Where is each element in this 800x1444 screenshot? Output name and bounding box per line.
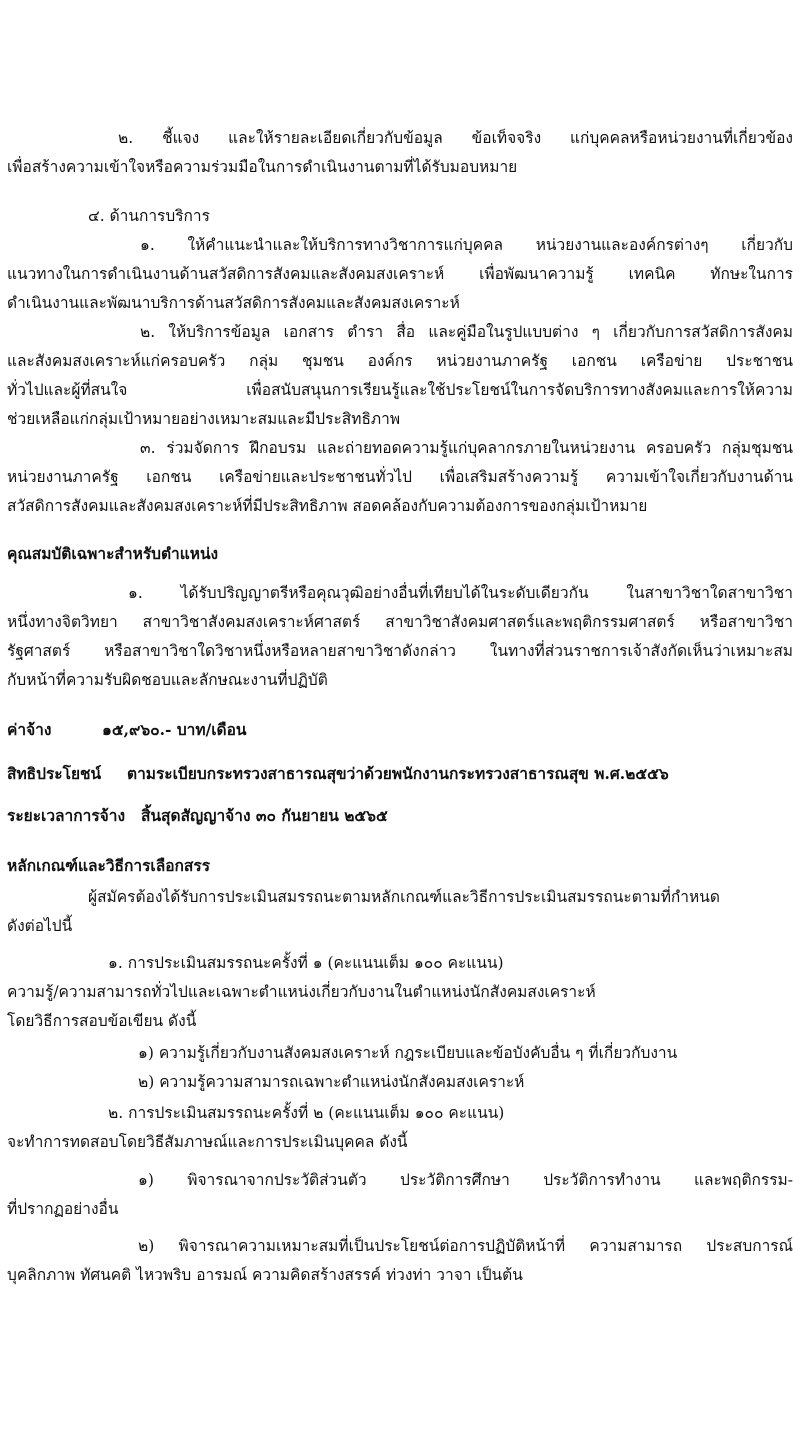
selection-intro-line-2: ดังต่อไปนี้	[7, 917, 73, 935]
term-label: ระยะเวลาการจ้าง	[7, 806, 126, 825]
assessment-2-item-1-line-1: ๑) พิจารณาจากประวัติส่วนตัว ประวัติการศึกษา ประวัติการทำงาน และพฤติกรรม-	[138, 1171, 793, 1189]
service-1-line-1: ๑. ให้คำแนะนำและให้บริการทางวิชาการแก่บุคคล หน่วยงานและองค์กรต่างๆ เกี่ยวกับ	[140, 236, 793, 254]
service-heading: ๔. ด้านการบริการ	[88, 207, 210, 225]
service-3-line-2: หน่วยงานภาครัฐ เอกชน เครือข่ายและประชาชนทั่วไป เพื่อเสริมสร้างความรู้ ความเข้าใจเกี่ยวกับงานด้าน	[7, 468, 793, 486]
qualification-line-4: กับหน้าที่ความรับผิดชอบและลักษณะงานที่ปฏิบัติ	[7, 671, 328, 689]
qualification-line-3: รัฐศาสตร์ หรือสาขาวิชาใดวิชาหนึ่งหรือหลายสาขาวิชาดังกล่าว ในทางที่ส่วนราชการเจ้าสังกัดเห็นว่าเหมาะสม	[7, 642, 793, 660]
qualification-line-2: หนึ่งทางจิตวิทยา สาขาวิชาสังคมสงเคราะห์ศาสตร์ สาขาวิชาสังคมศาสตร์และพฤติกรรมศาสตร์ หรือสาขาวิชา	[7, 613, 793, 631]
duty-2-line-1: ๒. ชี้แจง และให้รายละเอียดเกี่ยวกับข้อมูล ข้อเท็จจริง แก่บุคคลหรือหน่วยงานที่เกี่ยวข้อง	[118, 129, 793, 147]
benefit-label: สิทธิประโยชน์	[7, 764, 102, 783]
qualification-heading: คุณสมบัติเฉพาะสำหรับตำแหน่ง	[7, 544, 219, 563]
assessment-2-item-1-line-2: ที่ปรากฏอย่างอื่น	[7, 1200, 119, 1218]
service-2-line-1: ๒. ให้บริการข้อมูล เอกสาร ตำรา สื่อ และคู่มือในรูปแบบต่าง ๆ เกี่ยวกับการสวัสดิการสังคม	[140, 323, 793, 341]
assessment-2-item-2-line-2: บุคลิกภาพ ทัศนคติ ไหวพริบ อารมณ์ ความคิดสร้างสรรค์ ท่วงท่า วาจา เป็นต้น	[7, 1266, 523, 1284]
service-2-line-4: ช่วยเหลือแก่กลุ่มเป้าหมายอย่างเหมาะสมและมีประสิทธิภาพ	[7, 410, 401, 428]
benefit-value: ตามระเบียบกระทรวงสาธารณสุขว่าด้วยพนักงานกระทรวงสาธารณสุข พ.ศ.๒๕๕๖	[127, 764, 669, 783]
assessment-1-item-1: ๑) ความรู้เกี่ยวกับงานสังคมสงเคราะห์ กฎระเบียบและข้อบังคับอื่น ๆ ที่เกี่ยวกับงาน	[138, 1044, 678, 1062]
term-value: สิ้นสุดสัญญาจ้าง ๓๐ กันยายน ๒๕๖๕	[141, 806, 388, 825]
wage-label: ค่าจ้าง	[7, 720, 52, 739]
service-2-line-2: และสังคมสงเคราะห์แก่ครอบครัว กลุ่ม ชุมชน องค์กร หน่วยงานภาครัฐ เอกชน เครือข่าย ประชาชน	[7, 352, 793, 370]
service-2-line-3: ทั่วไปและผู้ที่สนใจ เพื่อสนับสนุนการเรียนรู้และใช้ประโยชน์ในการจัดบริการทางสังคมและการให้ความ	[7, 381, 793, 399]
assessment-2-heading: ๒. การประเมินสมรรถนะครั้งที่ ๒ (คะแนนเต็ม ๑๐๐ คะแนน)	[108, 1104, 505, 1122]
assessment-1-item-2: ๒) ความรู้ความสามารถเฉพาะตำแหน่งนักสังคมสงเคราะห์	[138, 1073, 525, 1091]
qualification-line-1: ๑. ได้รับปริญญาตรีหรือคุณวุฒิอย่างอื่นที่เทียบได้ในระดับเดียวกัน ในสาขาวิชาใดสาขาวิชา	[128, 584, 793, 602]
assessment-1-line-2: โดยวิธีการสอบข้อเขียน ดังนี้	[7, 1012, 197, 1030]
service-1-line-2: แนวทางในการดำเนินงานด้านสวัสดิการสังคมและสังคมสงเคราะห์ เพื่อพัฒนาความรู้ เทคนิค ทักษะในการ	[7, 265, 793, 283]
duty-2-line-2: เพื่อสร้างความเข้าใจหรือความร่วมมือในการดำเนินงานตามที่ได้รับมอบหมาย	[7, 158, 518, 176]
service-3-line-1: ๓. ร่วมจัดการ ฝึกอบรม และถ่ายทอดความรู้แก่บุคลากรภายในหน่วยงาน ครอบครัว กลุ่มชุมชน	[140, 439, 793, 457]
service-1-line-3: ดำเนินงานและพัฒนาบริการด้านสวัสดิการสังคมและสังคมสงเคราะห์	[7, 294, 460, 312]
service-3-line-3: สวัสดิการสังคมและสังคมสงเคราะห์ที่มีประสิทธิภาพ สอดคล้องกับความต้องการของกลุ่มเป้าหมาย	[7, 497, 648, 515]
selection-intro-line-1: ผู้สมัครต้องได้รับการประเมินสมรรถนะตามหลักเกณฑ์และวิธีการประเมินสมรรถนะตามที่กำหนด	[88, 888, 720, 906]
assessment-2-line-1: จะทำการทดสอบโดยวิธีสัมภาษณ์และการประเมินบุคคล ดังนี้	[7, 1133, 408, 1151]
assessment-1-heading: ๑. การประเมินสมรรถนะครั้งที่ ๑ (คะแนนเต็ม ๑๐๐ คะแนน)	[108, 954, 504, 972]
assessment-2-item-2-line-1: ๒) พิจารณาความเหมาะสมที่เป็นประโยชน์ต่อการปฏิบัติหน้าที่ ความสามารถ ประสบการณ์	[138, 1237, 793, 1255]
assessment-1-line-1: ความรู้/ความสามารถทั่วไปและเฉพาะตำแหน่งเกี่ยวกับงานในตำแหน่งนักสังคมสงเคราะห์	[7, 983, 596, 1001]
selection-heading: หลักเกณฑ์และวิธีการเลือกสรร	[7, 856, 211, 875]
wage-value: ๑๕,๙๖๐.- บาท/เดือน	[102, 720, 247, 739]
